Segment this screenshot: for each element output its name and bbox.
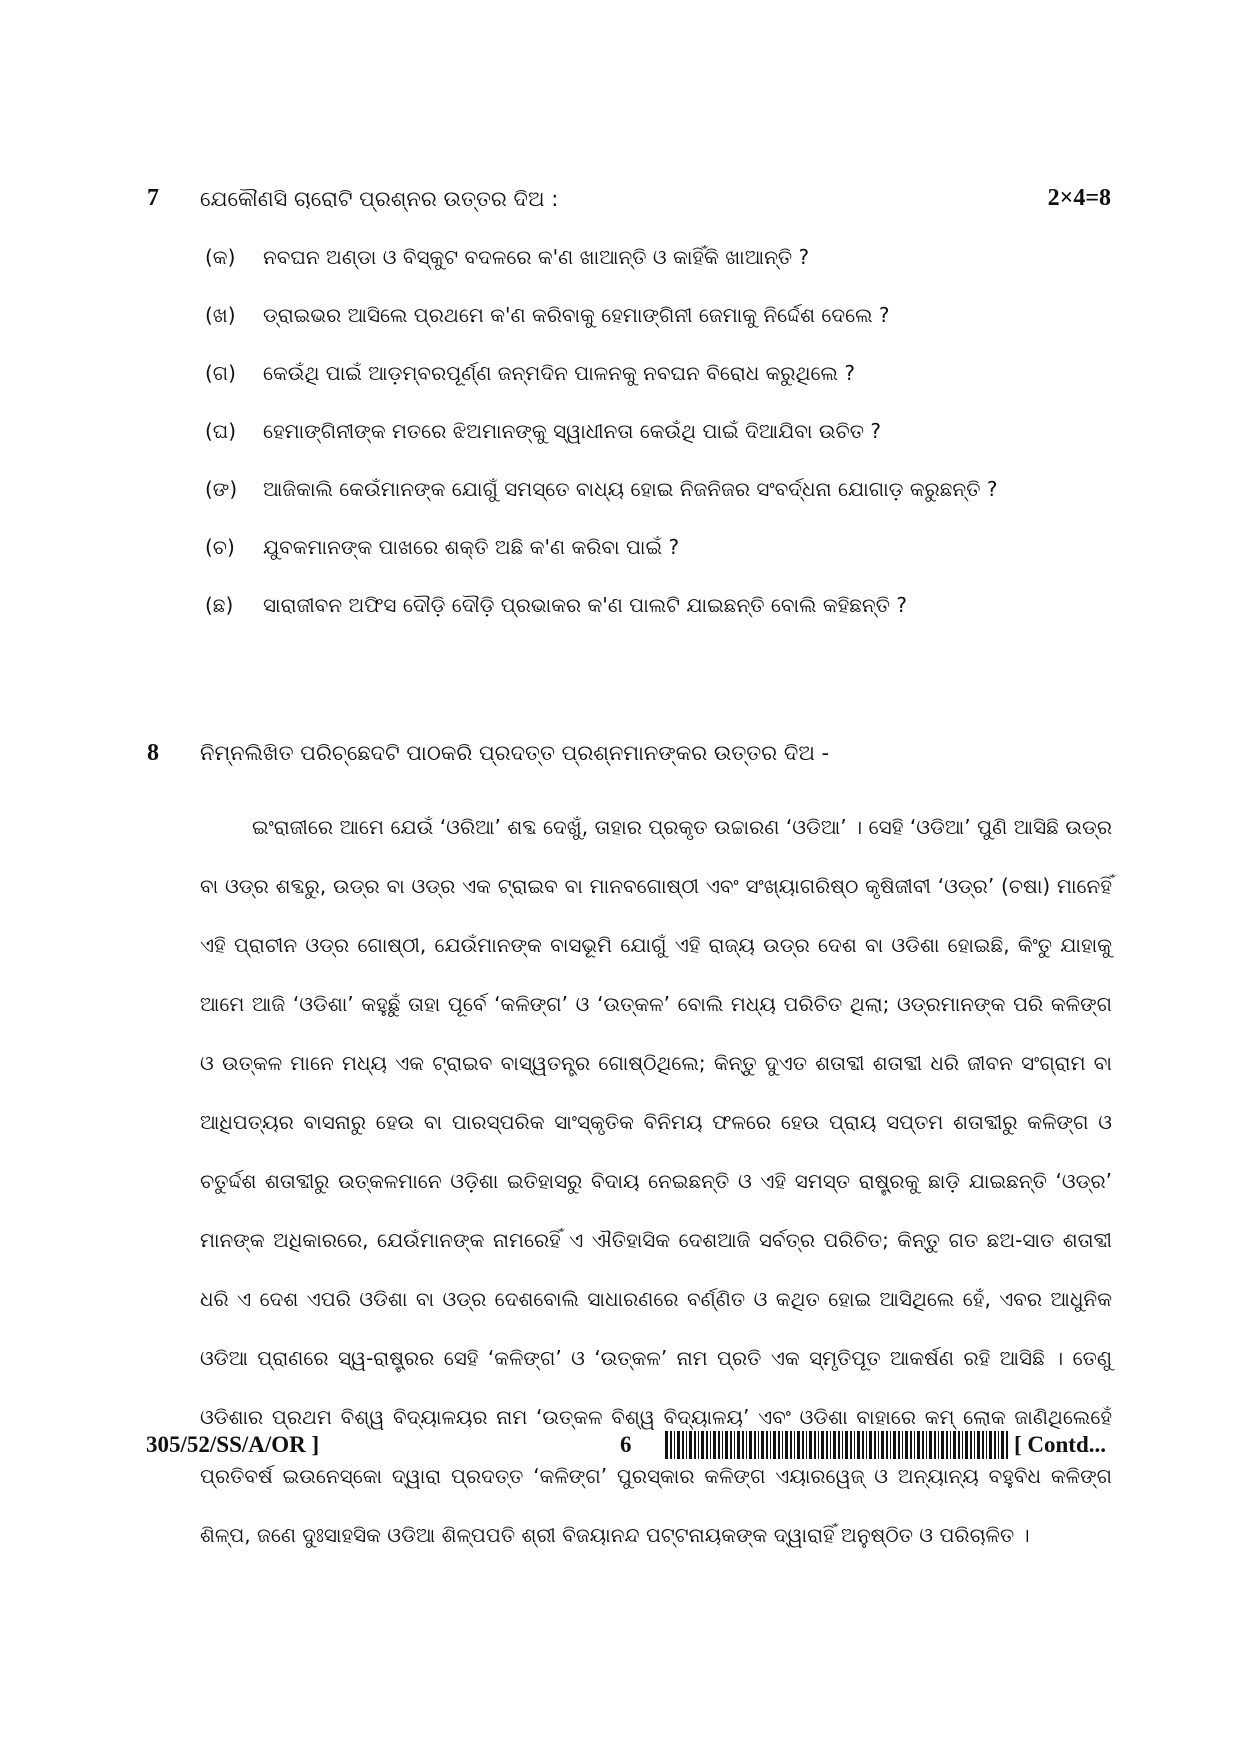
question-7-instruction: ଯେକୌଣସି ଚାରୋଟି ପ୍ରଶ୍ନର ଉତ୍ତର ଦିଅ : bbox=[200, 187, 559, 211]
item-label: (ଘ) bbox=[205, 419, 237, 443]
question-7-item bbox=[205, 245, 809, 269]
question-7-marks: 2×4=8 bbox=[1047, 185, 1111, 211]
paper-code: 305/52/SS/A/OR ] bbox=[146, 1432, 320, 1457]
item-label: (କ) bbox=[205, 245, 236, 269]
item-text: ସାରାଜୀବନ ଅଫିସ ଦୌଡ଼ି ଦୌଡ଼ି ପ୍ରଭାକର କ'ଣ ପାଲଟି ଯାଇଛନ୍ତି ବୋଲି କହିଛନ୍ତି ? bbox=[263, 593, 907, 617]
question-7-item bbox=[205, 477, 997, 501]
item-text: ହେମାଙ୍ଗିନୀଙ୍କ ମତରେ ଝିଅମାନଙ୍କୁ ସ୍ୱାଧୀନତା କେଉଁଥି ପାଇଁ ଦିଆଯିବା ଉଚିତ ? bbox=[263, 419, 881, 443]
question-7-number: 7 bbox=[147, 185, 159, 211]
item-text: ଡ୍ରାଇଭର ଆସିଲେ ପ୍ରଥମେ କ'ଣ କରିବାକୁ ହେମାଙ୍ଗିନୀ ଜେମାକୁ ନିର୍ଦ୍ଦେଶ ଦେଲେ ? bbox=[263, 303, 890, 327]
item-text: କେଉଁଥି ପାଇଁ ଆଡ଼ମ୍ବରପୂର୍ଣ୍ଣ ଜନ୍ମଦିନ ପାଳନକୁ ନବଘନ ବିରୋଧ କରୁଥିଲେ ? bbox=[263, 361, 855, 385]
item-text: ନବଘନ ଅଣ୍ଡା ଓ ବିସ୍କୁଟ ବଦଳରେ କ'ଣ ଖାଆନ୍ତି ଓ କାହିଁକି ଖାଆନ୍ତି ? bbox=[263, 245, 810, 269]
item-label: (ଖ) bbox=[205, 303, 236, 327]
item-label: (ଛ) bbox=[205, 593, 234, 617]
question-8-number: 8 bbox=[147, 740, 159, 766]
question-7-item bbox=[205, 419, 881, 443]
item-text: ଆଜିକାଲି କେଉଁମାନଙ୍କ ଯୋଗୁଁ ସମସ୍ତେ ବାଧ୍ୟ ହୋଇ ନିଜନିଜର ସଂବର୍ଦ୍ଧନା ଯୋଗାଡ଼ କରୁଛନ୍ତି ? bbox=[263, 477, 998, 501]
question-7-item bbox=[205, 593, 907, 617]
question-8-passage: ଇଂରାଜୀରେ ଆମେ ଯେଉଁ ‘ଓରିଆ’ ଶବ୍ଦ ଦେଖୁଁ, ତାହାର ପ୍ରକୃତ ଉଚ୍ଚାରଣ ‘ଓଡିଆ’ । ସେହି ‘ଓଡିଆ’ ପୁଣି ଆସିଛି ଉଡ୍ର ବା ଓଡ୍ର ଶବ୍ଦରୁ, ଉଡ୍ର ବା ଓଡ୍ର ଏକ ଟ୍ରାଇବ ବା ମାନବଗୋଷ୍ଠୀ ଏବଂ ସଂଖ୍ୟାଗରିଷ୍ଠ କୃଷିଜୀବୀ ‘ଓଡ୍ର’ (ଚଷା) ମାନେହିଁ ଏହି ପ୍ରାଚୀନ ଓଡ୍ର ଗୋଷ୍ଠୀ, ଯେଉଁମାନଙ୍କ ବାସଭୂମି ଯୋଗୁଁ ଏହି ରାଜ୍ୟ ଉଡ୍ର ଦେଶ ବା ଓଡିଶା ହୋଇଛି, କିଂତୁ ଯାହାକୁ ଆମେ ଆଜି ‘ଓଡିଶା’ କହୁଛୁଁ ତାହା ପୂର୍ବେ ‘କଳିଙ୍ଗ’ ଓ ‘ଉତ୍କଳ’ ବୋଲି ମଧ୍ୟ ପରିଚିତ ଥିଲା; ଓଡ୍ରମାନଙ୍କ ପରି କଳିଙ୍ଗ ଓ ଉତ୍କଳ ମାନେ ମଧ୍ୟ ଏକ ଟ୍ରାଇବ ବାସ୍ୱତନ୍ତ୍ର ଗୋଷ୍ଠିଥିଲେ; କିନ୍ତୁ ଦୁଏତ ଶତାବ୍ଦୀ ଶତାବ୍ଦୀ ଧରି ଜୀବନ ସଂଗ୍ରାମ ବା ଆଧିପତ୍ୟର ବାସନାରୁ ହେଉ ବା ପାରସ୍ପରିକ ସାଂସ୍କୃତିକ ବିନିମୟ ଫଳରେ ହେଉ ପ୍ରାୟ ସପ୍ତମ ଶତାବ୍ଦୀରୁ କଳିଙ୍ଗ ଓ ଚତୁର୍ଦ୍ଦଶ ଶତାବ୍ଦୀରୁ ଉତ୍କଳମାନେ ଓଡ଼ିଶା ଇତିହାସରୁ ବିଦାୟ ନେଇଛନ୍ତି ଓ ଏହି ସମସ୍ତ ରାଷ୍ଟ୍ରକୁ ଛାଡ଼ି ଯାଇଛନ୍ତି ‘ଓଡ୍ର’ ମାନଙ୍କ ଅଧିକାରରେ, ଯେଉଁମାନଙ୍କ ନାମରେହିଁ ଏ ଐତିହାସିକ ଦେଶଆଜି ସର୍ବତ୍ର ପରିଚିତ; କିନ୍ତୁ ଗତ ଛଅ-ସାତ ଶତାବ୍ଦୀ ଧରି ଏ ଦେଶ ଏପରି ଓଡିଶା ବା ଓଡ୍ର ଦେଶବୋଲି ସାଧାରଣରେ ବର୍ଣ୍ଣିତ ଓ କଥିତ ହୋଇ ଆସିଥିଲେ ହେଁ, ଏବର ଆଧୁନିକ ଓଡିଆ ପ୍ରାଣରେ ସ୍ୱ-ରାଷ୍ଟ୍ରର ସେହି ‘କଳିଙ୍ଗ’ ଓ ‘ଉତ୍କଳ’ ନାମ ପ୍ରତି ଏକ ସ୍ମୃତିପୂତ ଆକର୍ଷଣ ରହି ଆସିଛି । ତେଣୁ ଓଡିଶାର ପ୍ରଥମ ବିଶ୍ୱ ବିଦ୍ୟାଳୟର ନାମ ‘ଉତ୍କଳ ବିଶ୍ୱ ବିଦ୍ୟାଳୟ’ ଏବଂ ଓଡିଶା ବାହାରେ କମ୍ ଲୋକ ଜାଣିଥିଲେହେଁ ପ୍ରତିବର୍ଷ ଇଉନେସ୍କୋ ଦ୍ୱାରା ପ୍ରଦତ୍ତ ‘କଳିଙ୍ଗ’ ପୁରସ୍କାର କଳିଙ୍ଗ ଏୟାରୱେଜ୍ ଓ ଅନ୍ୟାନ୍ୟ ବହୁବିଧ କଳିଙ୍ଗ ଶିଳ୍ପ, ଜଣେ ଦୁଃସାହସିକ ଓଡିଆ ଶିଳ୍ପପତି ଶ୍ରୀ ବିଜୟାନନ୍ଦ ପଟ୍ଟନାୟକଙ୍କ ଦ୍ୱାରାହିଁ ଅନୁଷ୍ଠିତ ଓ ପରିଚାଳିତ । bbox=[200, 815, 1112, 1547]
item-label: (ଙ) bbox=[205, 477, 238, 501]
barcode bbox=[665, 1431, 1010, 1459]
question-8-instruction: ନିମ୍ନଲିଖିତ ପରିଚ୍ଛେଦଟି ପାଠକରି ପ୍ରଦତ୍ତ ପ୍ରଶ୍ନମାନଙ୍କର ଉତ୍ତର ଦିଅ - bbox=[200, 741, 830, 765]
item-label: (ଗ) bbox=[205, 361, 236, 385]
question-7-item bbox=[205, 361, 855, 385]
continued-label: [ Contd... bbox=[1014, 1432, 1107, 1457]
question-7-item bbox=[205, 303, 890, 327]
question-7-item bbox=[205, 535, 679, 559]
item-text: ଯୁବକମାନଙ୍କ ପାଖରେ ଶକ୍ତି ଅଛି କ'ଣ କରିବା ପାଇଁ ? bbox=[263, 535, 680, 559]
item-label: (ଚ) bbox=[205, 535, 235, 559]
page-number: 6 bbox=[620, 1432, 632, 1457]
